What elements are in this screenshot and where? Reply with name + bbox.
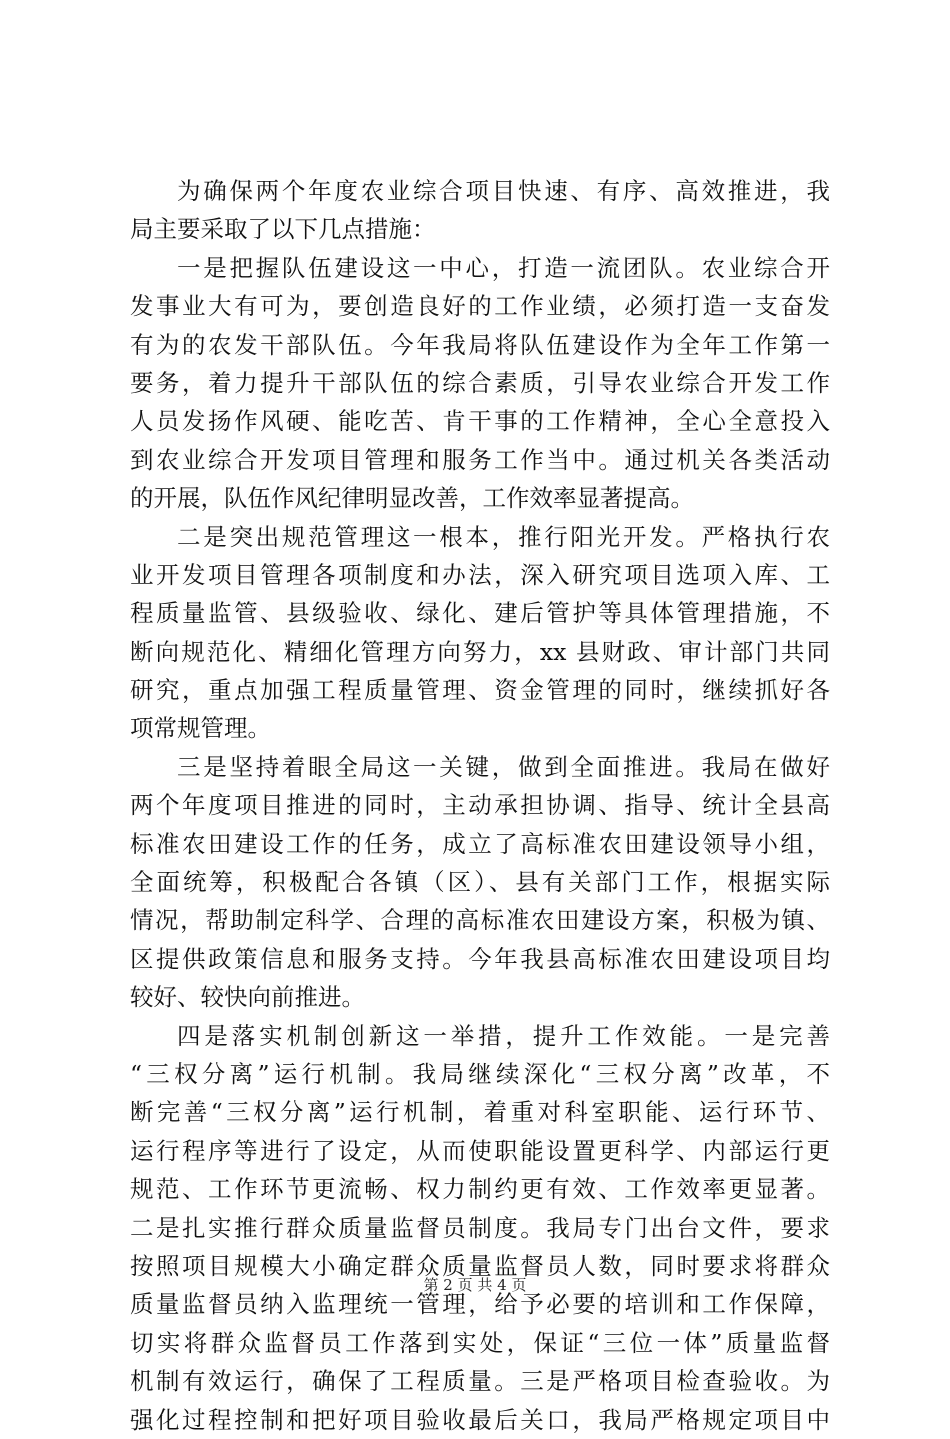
text-line: 人员发扬作风硬、能吃苦、肯干事的工作精神，全心全意投入 <box>130 407 830 436</box>
text-line: 研究，重点加强工程质量管理、资金管理的同时，继续抓好各 <box>130 676 830 705</box>
text-line: 断完善“三权分离”运行机制，着重对科室职能、运行环节、 <box>130 1098 830 1127</box>
text-line: 规范、工作环节更流畅、权力制约更有效、工作效率更显著。 <box>130 1175 830 1204</box>
text-line: 业开发项目管理各项制度和办法，深入研究项目选项入库、工 <box>130 560 830 589</box>
text-line: 三是坚持着眼全局这一关键，做到全面推进。我局在做好 <box>177 752 830 781</box>
text-line: 断向规范化、精细化管理方向努力，xx 县财政、审计部门共同 <box>130 637 830 666</box>
body-text <box>130 172 830 1439</box>
text-line: 的开展，队伍作风纪律明显改善，工作效率显著提高。 <box>130 484 694 513</box>
text-line: 要务，着力提升干部队伍的综合素质，引导农业综合开发工作 <box>130 368 830 397</box>
text-line: 二是突出规范管理这一根本，推行阳光开发。严格执行农 <box>177 522 830 551</box>
text-line: 强化过程控制和把好项目验收最后关口，我局严格规定项目中 <box>130 1405 830 1434</box>
text-line: 程质量监管、县级验收、绿化、建后管护等具体管理措施，不 <box>130 599 830 628</box>
text-line: 按照项目规模大小确定群众质量监督员人数，同时要求将群众 <box>130 1251 830 1280</box>
text-line: 机制有效运行，确保了工程质量。三是严格项目检查验收。为 <box>130 1367 830 1396</box>
text-line: 为确保两个年度农业综合项目快速、有序、高效推进，我 <box>177 177 830 205</box>
text-line: 到农业综合开发项目管理和服务工作当中。通过机关各类活动 <box>130 445 830 474</box>
text-line: 切实将群众监督员工作落到实处，保证“三位一体”质量监督 <box>130 1328 830 1357</box>
text-line: 质量监督员纳入监理统一管理，给予必要的培训和工作保障， <box>130 1290 830 1319</box>
text-line: “三权分离”运行机制。我局继续深化“三权分离”改革，不 <box>130 1059 830 1088</box>
page-footer: 第 2 页 共 4 页 <box>423 1276 527 1294</box>
text-line: 四是落实机制创新这一举措，提升工作效能。一是完善 <box>177 1021 830 1050</box>
text-line: 区提供政策信息和服务支持。今年我县高标准农田建设项目均 <box>130 944 830 973</box>
text-line: 局主要采取了以下几点措施： <box>130 215 436 244</box>
text-line: 情况，帮助制定科学、合理的高标准农田建设方案，积极为镇、 <box>130 906 830 935</box>
text-line: 二是扎实推行群众质量监督员制度。我局专门出台文件，要求 <box>130 1213 830 1242</box>
text-line: 一是把握队伍建设这一中心，打造一流团队。农业综合开 <box>177 253 830 282</box>
text-line: 标准农田建设工作的任务，成立了高标准农田建设领导小组， <box>130 829 830 858</box>
text-line: 发事业大有可为，要创造良好的工作业绩，必须打造一支奋发 <box>130 292 830 321</box>
text-line: 两个年度项目推进的同时，主动承担协调、指导、统计全县高 <box>130 791 830 820</box>
text-line: 较好、较快向前推进。 <box>130 983 365 1012</box>
text-line: 项常规管理。 <box>130 714 271 743</box>
text-line: 有为的农发干部队伍。今年我局将队伍建设作为全年工作第一 <box>130 330 830 359</box>
text-line: 运行程序等进行了设定，从而使职能设置更科学、内部运行更 <box>130 1136 830 1165</box>
text-line: 全面统筹，积极配合各镇（区）、县有关部门工作，根据实际 <box>130 868 830 897</box>
